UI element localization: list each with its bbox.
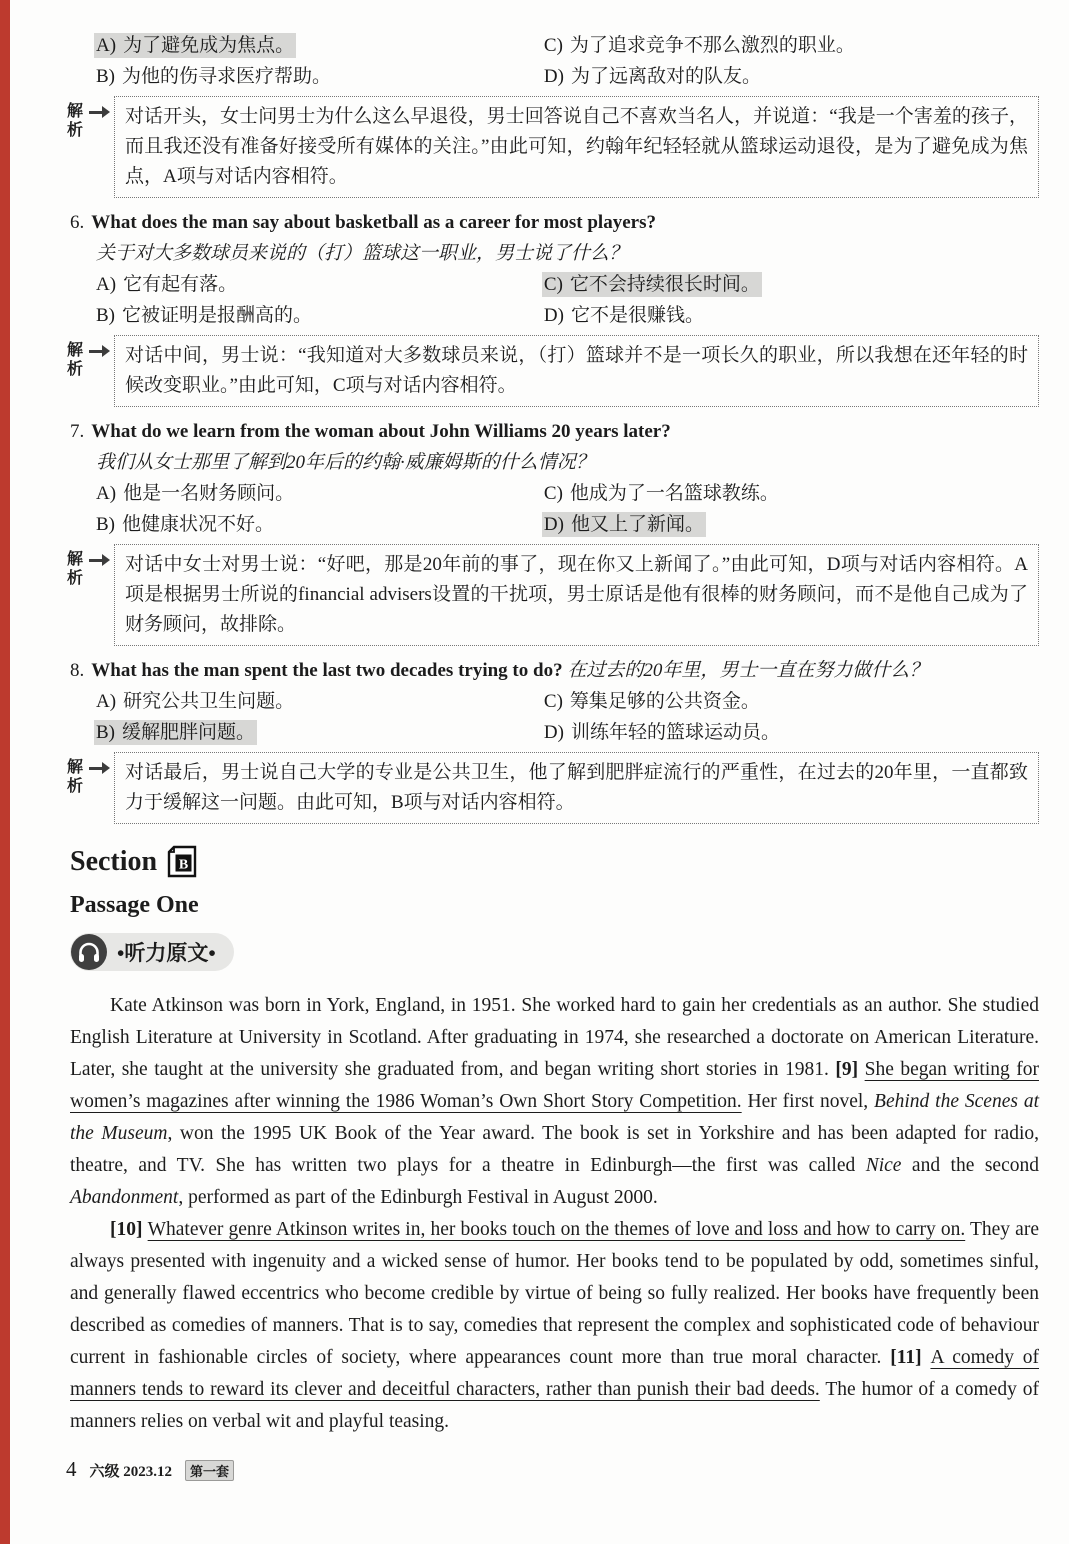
option-row: [96, 61, 1039, 92]
analysis-text: 对话中间，男士说：“我知道对大多数球员来说，（打）篮球并不是一项长久的职业，所以我想在还年轻的时候改变职业。”由此可知，C项与对话内容相符。: [114, 335, 1039, 407]
option-label: B): [96, 66, 115, 87]
analysis-block-8: [67, 752, 1039, 824]
option-text: 它不会持续很长时间。: [569, 274, 760, 295]
option-label: B): [96, 514, 115, 535]
option-d: [544, 66, 761, 87]
analysis-label: 解析: [67, 759, 84, 795]
option-a: [96, 691, 294, 712]
question-7-title: [70, 416, 1039, 447]
option-row: [96, 686, 1039, 717]
analysis-block-6: [67, 335, 1039, 407]
question-number: 6.: [70, 212, 85, 233]
option-c: [544, 483, 779, 504]
passage-one-title: Passage One: [70, 892, 199, 918]
analysis-block-7: [67, 544, 1039, 646]
svg-text:B: B: [178, 857, 189, 873]
option-label: B): [96, 722, 115, 743]
option-text: 训练年轻的篮球运动员。: [570, 722, 780, 743]
analysis-text: 对话开头，女士问男士为什么这么早退役，男士回答说自己不喜欢当名人，并说道：“我是一个害羞的孩子，而且我还没有准备好接受所有媒体的关注。”由此可知，约翰年纪轻轻就从篮球运动退役，是为了避免成为焦点，A项与对话内容相符。: [114, 96, 1039, 198]
option-text: 他成为了一名篮球教练。: [569, 483, 779, 504]
option-row: [96, 300, 1039, 331]
transcript-badge-label: •听力原文•: [117, 941, 216, 965]
option-text: 他是一名财务顾问。: [123, 483, 295, 504]
option-text: 为了追求竞争不那么激烈的职业。: [569, 35, 855, 56]
option-text: 为他的伤寻求医疗帮助。: [122, 66, 332, 87]
question-7: [70, 416, 1039, 540]
option-label: D): [543, 305, 564, 326]
option-text: 为了避免成为焦点。: [123, 35, 295, 56]
analysis-label: 解析: [67, 342, 84, 378]
option-text: 它不是很赚钱。: [570, 305, 704, 326]
page-footer: [66, 1457, 234, 1482]
option-label: D): [543, 66, 564, 87]
option-text: 为了远离敌对的队友。: [570, 66, 761, 87]
option-b: [96, 722, 255, 743]
option-d: [544, 305, 704, 326]
question-english: What does the man say about basketball as a career for most players?: [91, 212, 656, 233]
page-number: 4: [66, 1457, 77, 1481]
question-6-translation: 关于对大多数球员来说的（打）篮球这一职业，男士说了什么？: [96, 243, 629, 264]
analysis-arrow-icon: [89, 767, 102, 770]
headphones-icon: [70, 933, 108, 971]
option-c: [544, 35, 855, 56]
option-label: B): [96, 305, 115, 326]
passage-paragraph-1: Kate Atkinson was born in York, England, in 1951. She worked hard to gain her credentials as an author. She studied English Literature at University in Scotland. After graduating in 1974, she researched a doctorate on American Literature. Later, she taught at the university she graduated from, and began writing short stories in 1981. [9] She began writing for women’s magazines after winning the 1986 Woman’s Own Short Story Competition. Her first novel, Behind the Scenes at the Museum, won the 1995 UK Book of the Year award. The book is set in Yorkshire and has been adapted for radio, theatre, and TV. She has written two plays for a theatre in Edinburgh—the first was called Nice and the second Abandonment, performed as part of the Edinburgh Festival in August 2000.: [70, 995, 1039, 1208]
option-text: 研究公共卫生问题。: [123, 691, 295, 712]
option-c: [544, 691, 760, 712]
transcript-badge: [70, 933, 234, 971]
option-a: [96, 35, 294, 56]
question-7-translation: 我们从女士那里了解到20年后的约翰·威廉姆斯的什么情况？: [96, 452, 595, 473]
option-label: D): [543, 514, 564, 535]
analysis-text: 对话中女士对男士说：“好吧，那是20年前的事了，现在你又上新闻了。”由此可知，D项与对话内容相符。A项是根据男士所说的financial advisers设置的干扰项，男士原话是他有很棒的财务顾问，而不是他自己成为了财务顾问，故排除。: [114, 544, 1039, 646]
section-b-icon: [164, 844, 200, 880]
analysis-text: 对话最后，男士说自己大学的专业是公共卫生，他了解到肥胖症流行的严重性，在过去的20年里，一直都致力于缓解这一问题。由此可知，B项与对话内容相符。: [114, 752, 1039, 824]
option-label: A): [96, 483, 117, 504]
option-label: A): [96, 691, 117, 712]
book-edge-strip: [0, 0, 10, 1544]
question-6: [70, 207, 1039, 331]
option-label: A): [96, 35, 117, 56]
option-text: 缓解肥胖问题。: [122, 722, 256, 743]
listening-passage: [70, 990, 1039, 1438]
analysis-arrow-icon: [89, 350, 102, 353]
option-text: 他健康状况不好。: [122, 514, 275, 535]
question-number: 7.: [70, 421, 85, 442]
exam-label: 六级 2023.12: [89, 1464, 173, 1480]
question-number: 8.: [70, 660, 85, 681]
option-label: C): [543, 35, 563, 56]
question-5-options: [70, 30, 1039, 92]
option-text: 他又上了新闻。: [570, 514, 704, 535]
option-b: [96, 66, 331, 87]
option-label: C): [543, 691, 563, 712]
option-text: 它有起有落。: [123, 274, 238, 295]
question-english: What do we learn from the woman about John Williams 20 years later?: [91, 421, 671, 442]
option-label: C): [543, 483, 563, 504]
question-english: What has the man spent the last two decades trying to do?: [91, 660, 563, 681]
option-text: 筹集足够的公共资金。: [569, 691, 760, 712]
option-b: [96, 305, 312, 326]
option-d: [544, 722, 780, 743]
question-8-title: [70, 655, 1039, 686]
option-a: [96, 274, 237, 295]
option-c: [544, 274, 760, 295]
option-row: [96, 478, 1039, 509]
question-8-translation: 在过去的20年里，男士一直在努力做什么？: [567, 660, 929, 681]
option-text: 它被证明是报酬高的。: [122, 305, 313, 326]
option-label: C): [543, 274, 563, 295]
analysis-label: 解析: [67, 103, 84, 139]
section-title: Section: [70, 846, 158, 877]
analysis-arrow-icon: [89, 559, 102, 562]
question-6-title: [70, 207, 1039, 238]
option-d: [544, 514, 704, 535]
option-label: D): [543, 722, 564, 743]
option-row: [96, 30, 1039, 61]
question-8: [70, 655, 1039, 748]
option-row: [96, 509, 1039, 540]
option-row: [96, 269, 1039, 300]
option-label: A): [96, 274, 117, 295]
analysis-label: 解析: [67, 551, 84, 587]
analysis-block-5: [67, 96, 1039, 198]
option-row: [96, 717, 1039, 748]
section-b-header: [70, 844, 1039, 880]
passage-paragraph-2: [10] Whatever genre Atkinson writes in, her books touch on the themes of love and loss and how to carry on. They are always presented with ingenuity and a wicked sense of humor. Her books tend to be populated by odd, sometimes sinful, and generally flawed eccentrics who become credible by virtue of being so fully realized. Her books have frequently been described as comedies of manners. That is to say, comedies that represent the complex and sophisticated code of behaviour current in fashionable circles of society, where appearances count more than true moral character. [11] A comedy of manners tends to reward its clever and deceitful characters, rather than punish their bad deeds. The humor of a comedy of manners relies on verbal wit and playful teasing.: [70, 1219, 1040, 1432]
option-b: [96, 514, 274, 535]
option-a: [96, 483, 294, 504]
set-badge: 第一套: [185, 1460, 234, 1481]
analysis-arrow-icon: [89, 111, 102, 114]
